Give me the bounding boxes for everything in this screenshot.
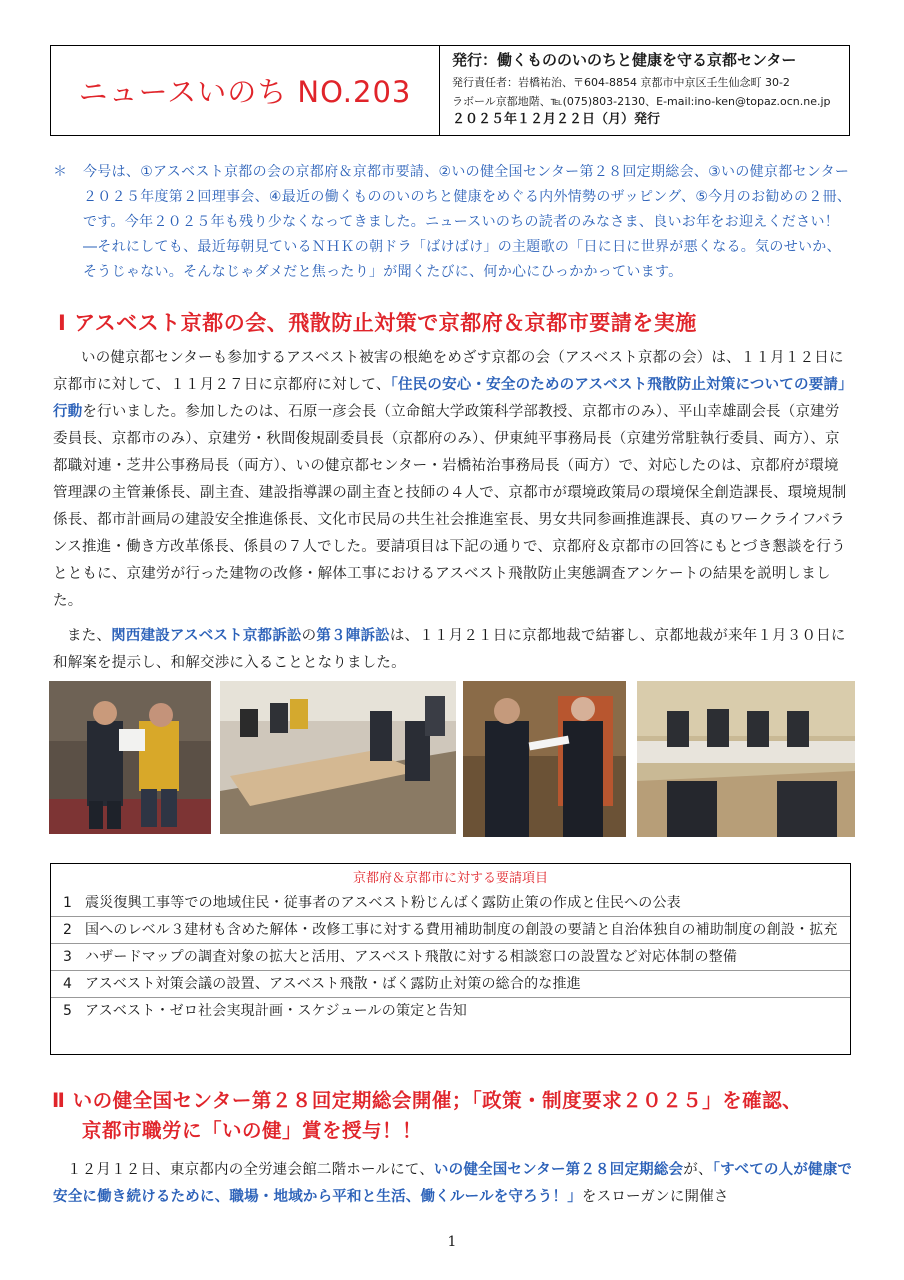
request-box-title: 京都府＆京都市に対する要請項目 <box>352 871 548 886</box>
page-number: 1 <box>447 1234 457 1250</box>
list-item <box>51 916 850 943</box>
item-number: 5 <box>63 1003 73 1019</box>
request-action-title: 「住民の安心・安全のためのアスベスト飛散防止対策についての要請」行動 <box>53 377 853 420</box>
item-number: 3 <box>63 949 73 965</box>
third-lawsuit: 第３陣訴訟 <box>316 628 390 644</box>
item-number: 4 <box>63 976 73 992</box>
list-item <box>51 997 850 1024</box>
section-1-p2-text-b: の <box>301 628 317 644</box>
item-text: 震災復興工事等での地域住民・従事者のアスベスト粉じんばく露防止策の作成と住民への公表 <box>85 895 681 911</box>
list-item <box>63 890 850 916</box>
section-1-paragraph-2 <box>53 623 853 677</box>
section-2-p1-text-a: １２月１２日、東京都内の全労連会館二階ホールにて、 <box>67 1162 434 1178</box>
section-2-heading <box>52 1086 862 1146</box>
list-item <box>51 970 850 997</box>
intro-paragraph <box>53 160 853 285</box>
masthead <box>50 45 850 136</box>
meeting-slogan: 「すべての人が健康で安全に働き続けるために、職場・地域から平和と生活、働くルールを守ろう！」 <box>53 1162 853 1205</box>
section-1-p1-text-b: を行いました。参加したのは、石原一彦会長（立命館大学政策科学部教授、京都市のみ）、平山幸雄副会長（京建労委員長、京都市のみ）、京建労・秋間俊規副委員長（京都府のみ）、伊東純平事務局長（京建労常駐執行委員、両方）、京都職対連・芝井公事務局長（両方）、いの健京都センター・岩橋祐治事務局長（両方）で、対応したのは、京都府が環境管理課の主管兼係長、副主査、建設指導課の副主査と技師の４人で、京都市が環境政策局の環境保全創造課長、環境規制係長、都市計画局の建設安全推進係長、文化市民局の共生社会推進室長、男女共同参画推進課長、真のワークライフバランス推進・働き方改革係長、係員の７人でした。要請項目は下記の通りで、京都府＆京都市の回答にもとづき懇談を行うとともに、京建労が行った建物の改修・解体工事におけるアスベスト飛散防止実態調査アンケートの結果を説明しました。 <box>53 404 847 609</box>
lawsuit-name: 関西建設アスベスト京都訴訟 <box>111 628 302 644</box>
photo-meeting-room-1 <box>220 681 456 834</box>
responsible-person: 発行責任者：岩橋祐治、〒604-8854 京都市中京区壬生仙念町 30-2 <box>452 76 790 89</box>
section-1-p2-text-c: は、１１月２１日に京都地裁で結審し、京都地裁が来年１月３０日に和解案を提示し、和解交渉に入ることとなりました。 <box>53 628 846 671</box>
item-number: 1 <box>63 895 73 911</box>
newsletter-title: ニュースいのち NO.203 <box>51 46 440 135</box>
masthead-info <box>440 46 849 135</box>
publisher: 発行：働くもののいのちと健康を守る京都センター <box>452 51 797 69</box>
general-meeting-name: いの健全国センター第２８回定期総会 <box>433 1162 684 1178</box>
photo-handing-request-2 <box>463 681 626 837</box>
issue-date: ２０２５年１２月２２日（月）発行 <box>452 112 661 127</box>
request-list <box>51 890 850 1024</box>
section-1-p2-text-a: また、 <box>67 628 112 644</box>
section-1-p1-text-a: いの健京都センターも参加するアスベスト被害の根絶をめざす京都の会（アスベスト京都の会）は、１１月１２日に京都市に対して、１１月２７日に京都府に対して、 <box>53 350 844 393</box>
photo-handing-request <box>49 681 211 834</box>
photo-meeting-room-2 <box>637 681 855 837</box>
list-item <box>51 943 850 970</box>
item-text: 国へのレベル３建材も含めた解体・改修工事に対する費用補助制度の創設の要請と自治体独自の補助制度の創設・拡充 <box>85 922 838 938</box>
item-number: 2 <box>63 922 73 938</box>
asterisk-marker: ＊ <box>53 164 68 180</box>
section-2-heading-line-1: Ⅱ いの健全国センター第２８回定期総会開催；「政策・制度要求２０２５」を確認、 <box>52 1089 803 1112</box>
item-text: アスベスト対策会議の設置、アスベスト飛散・ばく露防止対策の総合的な推進 <box>85 976 581 992</box>
section-2-heading-line-2: 京都市職労に「いの健」賞を授与！！ <box>82 1119 423 1142</box>
section-1-heading: Ⅰ アスベスト京都の会、飛散防止対策で京都府＆京都市要請を実施 <box>58 311 697 335</box>
section-2-p1-text-c: をスローガンに開催さ <box>581 1189 729 1205</box>
item-text: アスベスト・ゼロ社会実現計画・スケジュールの策定と告知 <box>85 1003 467 1019</box>
contact-info: ラボール京都地階、℡(075)803-2130、E-mail:ino-ken@topaz.ocn.ne.jp <box>452 95 831 108</box>
item-text: ハザードマップの調査対象の拡大と活用、アスベスト飛散に対する相談窓口の設置など対応体制の整備 <box>85 949 738 965</box>
section-2-p1-text-b: が、 <box>683 1162 713 1178</box>
section-1-paragraph-1 <box>53 345 853 615</box>
request-items-box <box>50 863 851 1055</box>
intro-text: 今号は、①アスベスト京都の会の京都府＆京都市要請、②いの健全国センター第２８回定期総会、③いの健京都センター２０２５年度第２回理事会、④最近の働くもののいのちと健康をめぐる内外情勢のザッピング、⑤今月のお勧めの２冊、です。今年２０２５年も残り少なくなってきました。ニュースいのちの読者のみなさま、良いお年をお迎えください！―それにしても、最近毎朝見ているＮＨＫの朝ドラ「ばけばけ」の主題歌の「日に日に世界が悪くなる。気のせいか、そうじゃない。そんなじゃダメだと焦ったり」が聞くたびに、何か心にひっかかっています。 <box>83 164 852 280</box>
section-2-paragraph-1 <box>53 1157 853 1211</box>
